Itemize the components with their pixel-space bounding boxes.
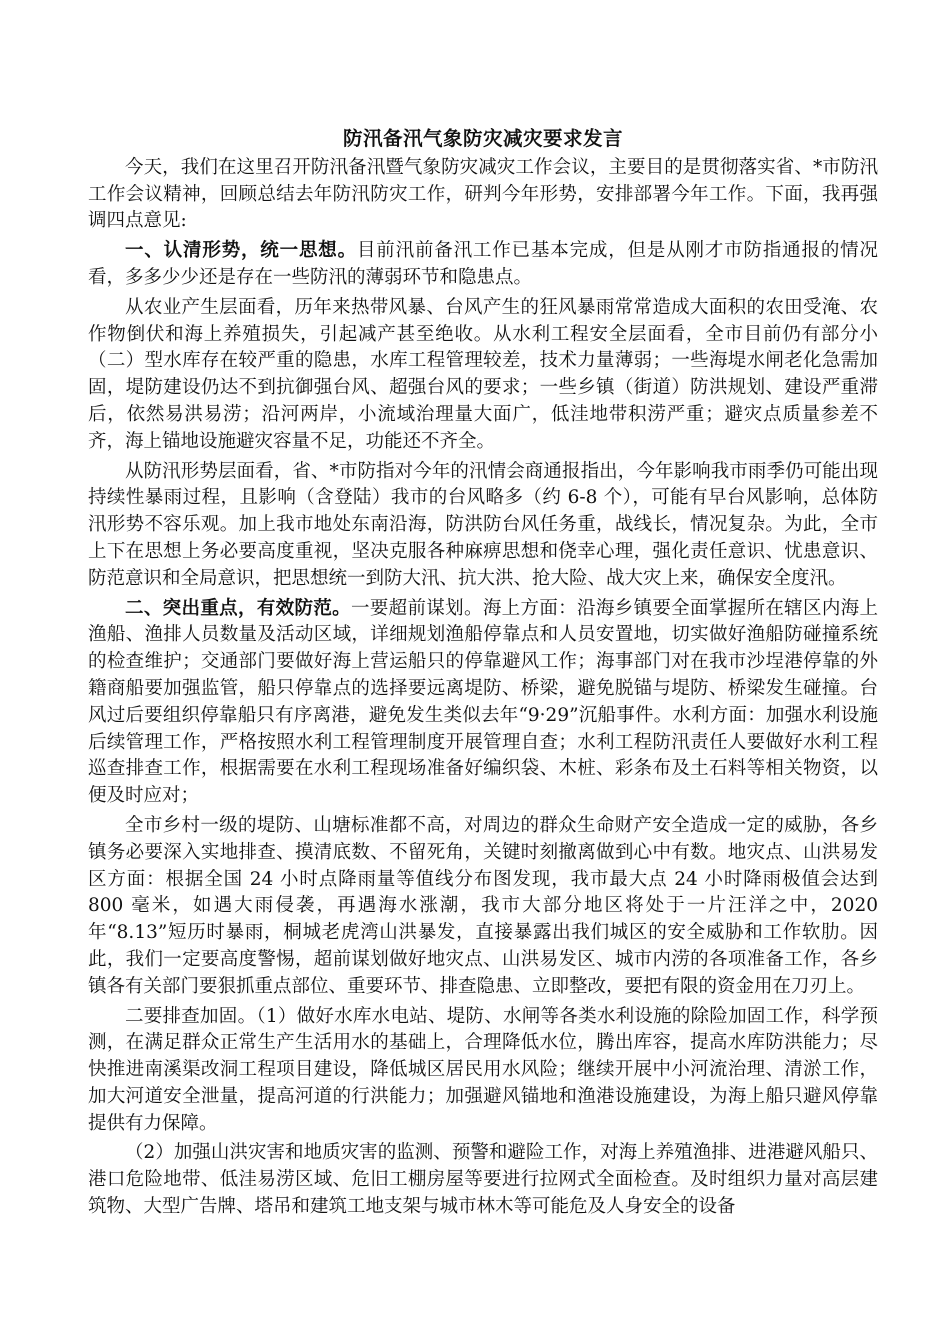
paragraph-text: 今天，我们在这里召开防汛备汛暨气象防灾减灾工作会议，主要目的是贯彻落实省、*市防汛工作会议精神，回顾总结去年防汛防灾工作，研判今年形势，安排部署今年工作。下面，我再强调四点意见: [88, 156, 878, 232]
paragraph-text: 目前汛前备汛工作已基本完成，但是从刚才市防指通报的情况看，多多少少还是存在一些防汛的薄弱环节和隐患点。 [88, 240, 878, 288]
paragraph-text: （2）加强山洪灾害和地质灾害的监测、预警和避险工作，对海上养殖渔排、进港避风船只、港口危险地带、低洼易涝区域、危旧工棚房屋等要进行拉网式全面检查。及时组织力量对高层建筑物、大型广告牌、塔吊和建筑工地支架与城市林木等可能危及人身安全的设备 [88, 1142, 878, 1218]
paragraph-text: 一要超前谋划。海上方面：沿海乡镇要全面掌握所在辖区内海上渔船、渔排人员数量及活动区域，详细规划渔船停靠点和人员安置地，切实做好渔船防碰撞系统的检查维护；交通部门要做好海上营运船只的停靠避风工作；海事部门对在我市沙埕港停靠的外籍商船要加强监管，船只停靠点的选择要远离堤防、桥梁，避免脱锚与堤防、桥梁发生碰撞。台风过后要组织停靠船只有序离港，避免发生类似去年“9·29”沉船事件。水利方面：加强水利设施后续管理工作，严格按照水利工程管理制度开展管理自查；水利工程防汛责任人要做好水利工程巡查排查工作，根据需要在水利工程现场准备好编织袋、木桩、彩条布及土石料等相关物资，以便及时应对； [88, 597, 878, 807]
paragraph-text: 从防汛形势层面看，省、*市防指对今年的汛情会商通报指出，今年影响我市雨季仍可能出现持续性暴雨过程，且影响（含登陆）我市的台风略多（约 6-8 个），可能有早台风影响，总体防汛形势不容乐观。加上我市地处东南沿海，防洪防台风任务重，战线长，情况复杂。为此，全市上下在思想上务必要高度重视，坚决克服各种麻痹思想和侥幸心理，强化责任意识、忧患意识、防范意识和全局意识，把思想统一到防大汛、抗大洪、抢大险、战大灾上来，确保安全度汛。 [88, 460, 878, 589]
paragraph-text: 从农业产生层面看，历年来热带风暴、台风产生的狂风暴雨常常造成大面积的农田受淹、农作物倒伏和海上养殖损失，引起减产甚至绝收。从水利工程安全层面看，全市目前仍有部分小（二）型水库存在较严重的隐患，水库工程管理较差，技术力量薄弱；一些海堤水闸老化急需加固，堤防建设仍达不到抗御强台风、超强台风的要求；一些乡镇（街道）防洪规划、建设严重滞后，依然易洪易涝；沿河两岸，小流域治理量大面广，低洼地带积涝严重；避灾点质量参差不齐，海上锚地设施避灾容量不足，功能还不齐全。 [88, 296, 878, 452]
paragraph-inspection [88, 1004, 878, 1138]
paragraph-agriculture [88, 295, 878, 456]
paragraph-intro [88, 155, 878, 235]
paragraph-text: 二要排查加固。（1）做好水库水电站、堤防、水闸等各类水利设施的除险加固工作，科学预测，在满足群众正常生产生活用水的基础上，合理降低水位，腾出库容，提高水库防洪能力；尽快推进南溪渠改洞工程项目建设，降低城区居民用水风险；继续开展中小河流治理、清淤工作，加大河道安全泄量，提高河道的行洪能力；加强避风锚地和渔港设施建设，为海上船只避风停靠提供有力保障。 [88, 1005, 878, 1134]
paragraph-section-one [88, 238, 878, 292]
paragraph-section-two [88, 596, 878, 810]
paragraph-rural-embankments [88, 813, 878, 1001]
section-heading: 二、突出重点，有效防范。 [125, 597, 351, 619]
document-page [88, 126, 878, 1221]
paragraph-flood-situation [88, 459, 878, 593]
section-heading: 一、认清形势，统一思想。 [125, 240, 357, 262]
paragraph-monitoring [88, 1140, 878, 1220]
paragraph-text: 全市乡村一级的堤防、山塘标准都不高，对周边的群众生命财产安全造成一定的威胁，各乡镇务必要深入实地排查、摸清底数、不留死角，关键时刻撤离做到心中有数。地灾点、山洪易发区方面：根据全国 24 小时点降雨量等值线分布图发现，我市最大点 24 小时降雨极值会达到 800 毫米，如遇大雨侵袭，再遇海水涨潮，我市大部分地区将处于一片汪洋之中，2020 年“8.13”短历时暴雨，桐城老虎湾山洪暴发，直接暴露出我们城区的安全威胁和工作软肋。因此，我们一定要高度警惕，超前谋划做好地灾点、山洪易发区、城市内涝的各项准备工作，各乡镇各有关部门要狠抓重点部位、重要环节、排查隐患、立即整改，要把有限的资金用在刀刃上。 [88, 814, 878, 997]
document-title: 防汛备汛气象防灾减灾要求发言 [342, 127, 623, 150]
